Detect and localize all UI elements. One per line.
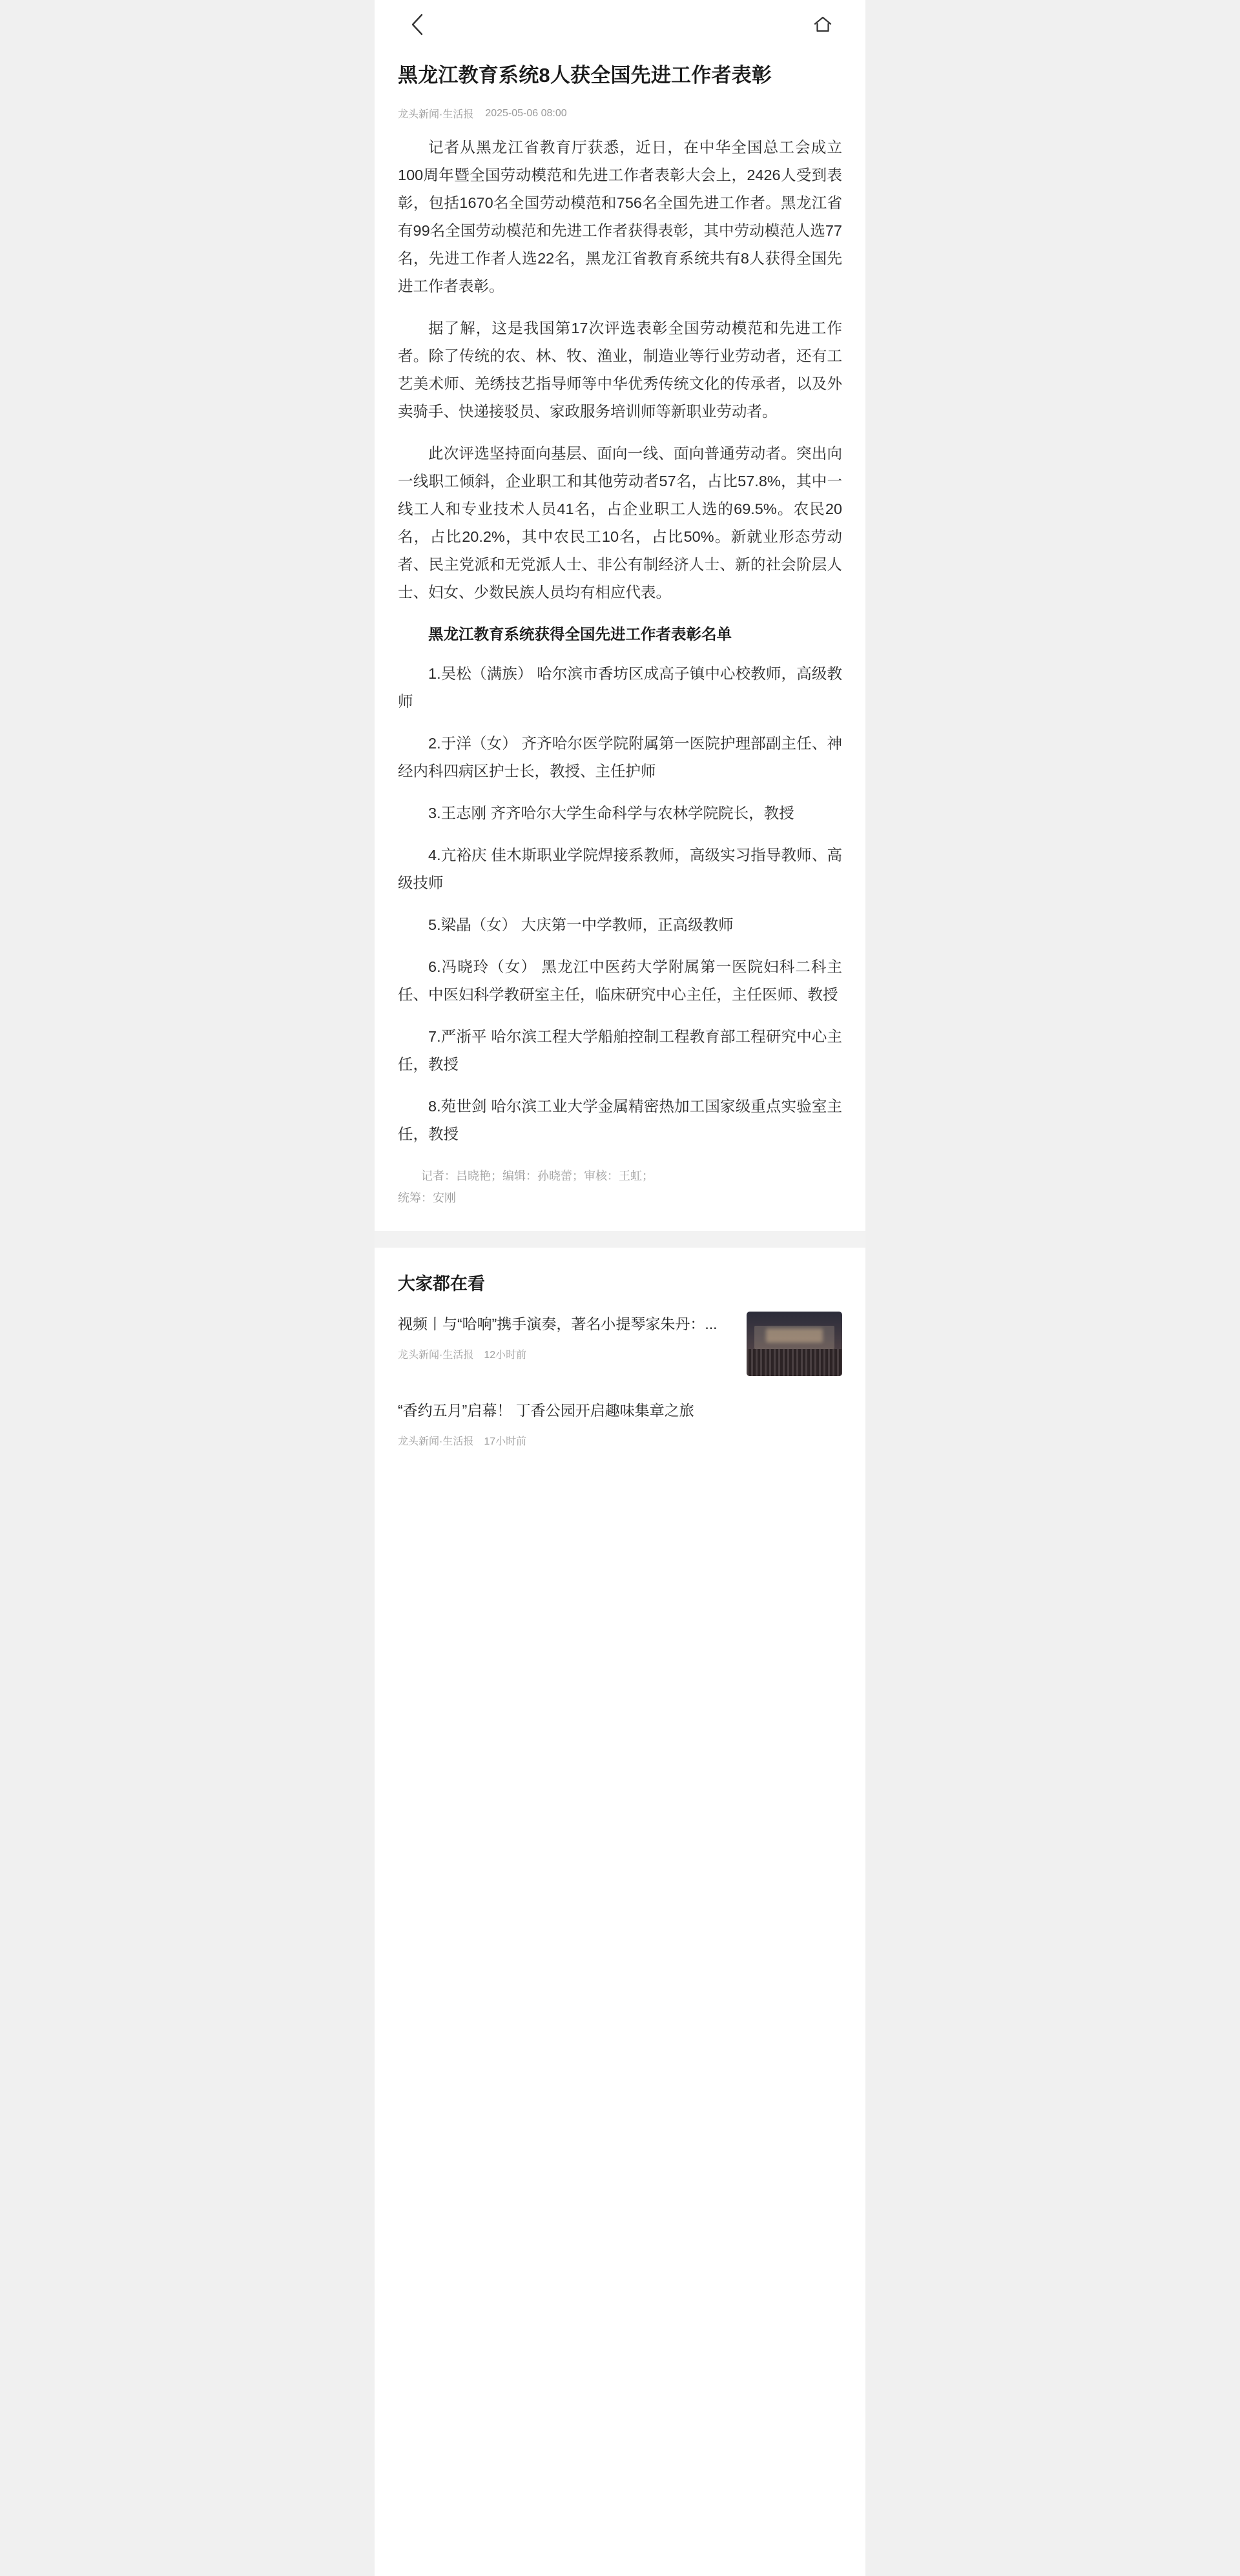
recommendation-time: 12小时前: [484, 1350, 527, 1361]
award-list-item: 6.冯晓玲（女） 黑龙江中医药大学附属第一医院妇科二科主任、中医妇科学教研室主任，临床研究中心主任，主任医师、教授: [398, 958, 842, 1003]
award-list-item: 2.于洋（女） 齐齐哈尔医学院附属第一医院护理部副主任、神经内科四病区护士长，教授、主任护师: [398, 735, 842, 779]
award-list-item: 8.苑世剑 哈尔滨工业大学金属精密热加工国家级重点实验室主任，教授: [398, 1098, 842, 1142]
award-list-item: 5.梁晶（女） 大庆第一中学教师，正高级教师: [428, 916, 734, 933]
nav-spacer: [607, 12, 633, 37]
article-source: 龙头新闻·生活报: [398, 109, 474, 120]
back-button[interactable]: [404, 12, 430, 37]
article-container: [375, 61, 865, 1209]
recommendation-meta: [398, 1346, 735, 1361]
recommendation-time: 17小时前: [484, 1436, 527, 1447]
top-navigation-bar: [375, 0, 865, 49]
section-divider: [375, 1231, 865, 1248]
list-item[interactable]: [398, 1300, 842, 1386]
chevron-left-icon: [411, 14, 424, 36]
article-paragraph: 记者从黑龙江省教育厅获悉，近日，在中华全国总工会成立100周年暨全国劳动模范和先进工作者表彰大会上，2426人受到表彰，包括1670名全国劳动模范和756名全国先进工作者。黑龙江省有99名全国劳动模范和先进工作者获得表彰，其中劳动模范人选77名，先进工作者人选22名，黑龙江省教育系统共有8人获得全国先进工作者表彰。: [398, 139, 842, 294]
article-datetime: 2025-05-06 08:00: [485, 107, 567, 119]
list-item[interactable]: [398, 1386, 842, 1458]
recommendation-meta: [398, 1433, 842, 1448]
credits-line-1: 记者：吕晓艳；编辑：孙晓蕾；审核：王虹；: [421, 1170, 654, 1182]
award-list-item: 1.吴松（满族） 哈尔滨市香坊区成高子镇中心校教师，高级教师: [398, 665, 842, 710]
home-icon: [813, 15, 832, 34]
article-credits: [398, 1165, 842, 1209]
recommendations-title: 大家都在看: [398, 1274, 485, 1293]
recommendation-source: 龙头新闻·生活报: [398, 1436, 474, 1447]
recommendation-text: [398, 1398, 842, 1448]
home-button[interactable]: [810, 12, 836, 37]
page-title: 黑龙江教育系统8人获全国先进工作者表彰: [398, 64, 772, 87]
article-viewport: [375, 0, 865, 2576]
recommendations-section: [375, 1248, 865, 1458]
article-subheading: 黑龙江教育系统获得全国先进工作者表彰名单: [428, 626, 732, 643]
credits-line-2: 统筹：安刚: [398, 1191, 456, 1204]
thumbnail-audience-shape: [747, 1349, 842, 1376]
award-list-item: 7.严浙平 哈尔滨工程大学船舶控制工程教育部工程研究中心主任，教授: [398, 1028, 842, 1073]
concert-hall-thumbnail[interactable]: [747, 1312, 842, 1376]
award-list-item: 3.王志刚 齐齐哈尔大学生命科学与农林学院院长，教授: [428, 805, 794, 821]
recommendation-headline[interactable]: “香约五月”启幕！ 丁香公园开启趣味集章之旅: [398, 1402, 694, 1419]
article-meta: [398, 106, 842, 121]
article-body: [398, 134, 842, 1209]
recommendation-source: 龙头新闻·生活报: [398, 1350, 474, 1361]
article-paragraph: 据了解，这是我国第17次评选表彰全国劳动模范和先进工作者。除了传统的农、林、牧、渔业，制造业等行业劳动者，还有工艺美术师、羌绣技艺指导师等中华优秀传统文化的传承者，以及外卖骑手、快递接驳员、家政服务培训师等新职业劳动者。: [398, 320, 842, 420]
recommendation-headline[interactable]: 视频丨与“哈响”携手演奏，著名小提琴家朱丹：...: [398, 1315, 718, 1332]
award-list-item: 4.亢裕庆 佳木斯职业学院焊接系教师，高级实习指导教师、高级技师: [398, 847, 842, 891]
recommendation-text: [398, 1312, 735, 1361]
article-paragraph: 此次评选坚持面向基层、面向一线、面向普通劳动者。突出向一线职工倾斜，企业职工和其他劳动者57名，占比57.8%，其中一线工人和专业技术人员41名，占企业职工人选的69.5%。农民20名，占比20.2%，其中农民工10名，占比50%。新就业形态劳动者、民主党派和无党派人士、非公有制经济人士、新的社会阶层人士、妇女、少数民族人员均有相应代表。: [398, 445, 842, 601]
thumbnail-glow-shape: [766, 1328, 823, 1343]
